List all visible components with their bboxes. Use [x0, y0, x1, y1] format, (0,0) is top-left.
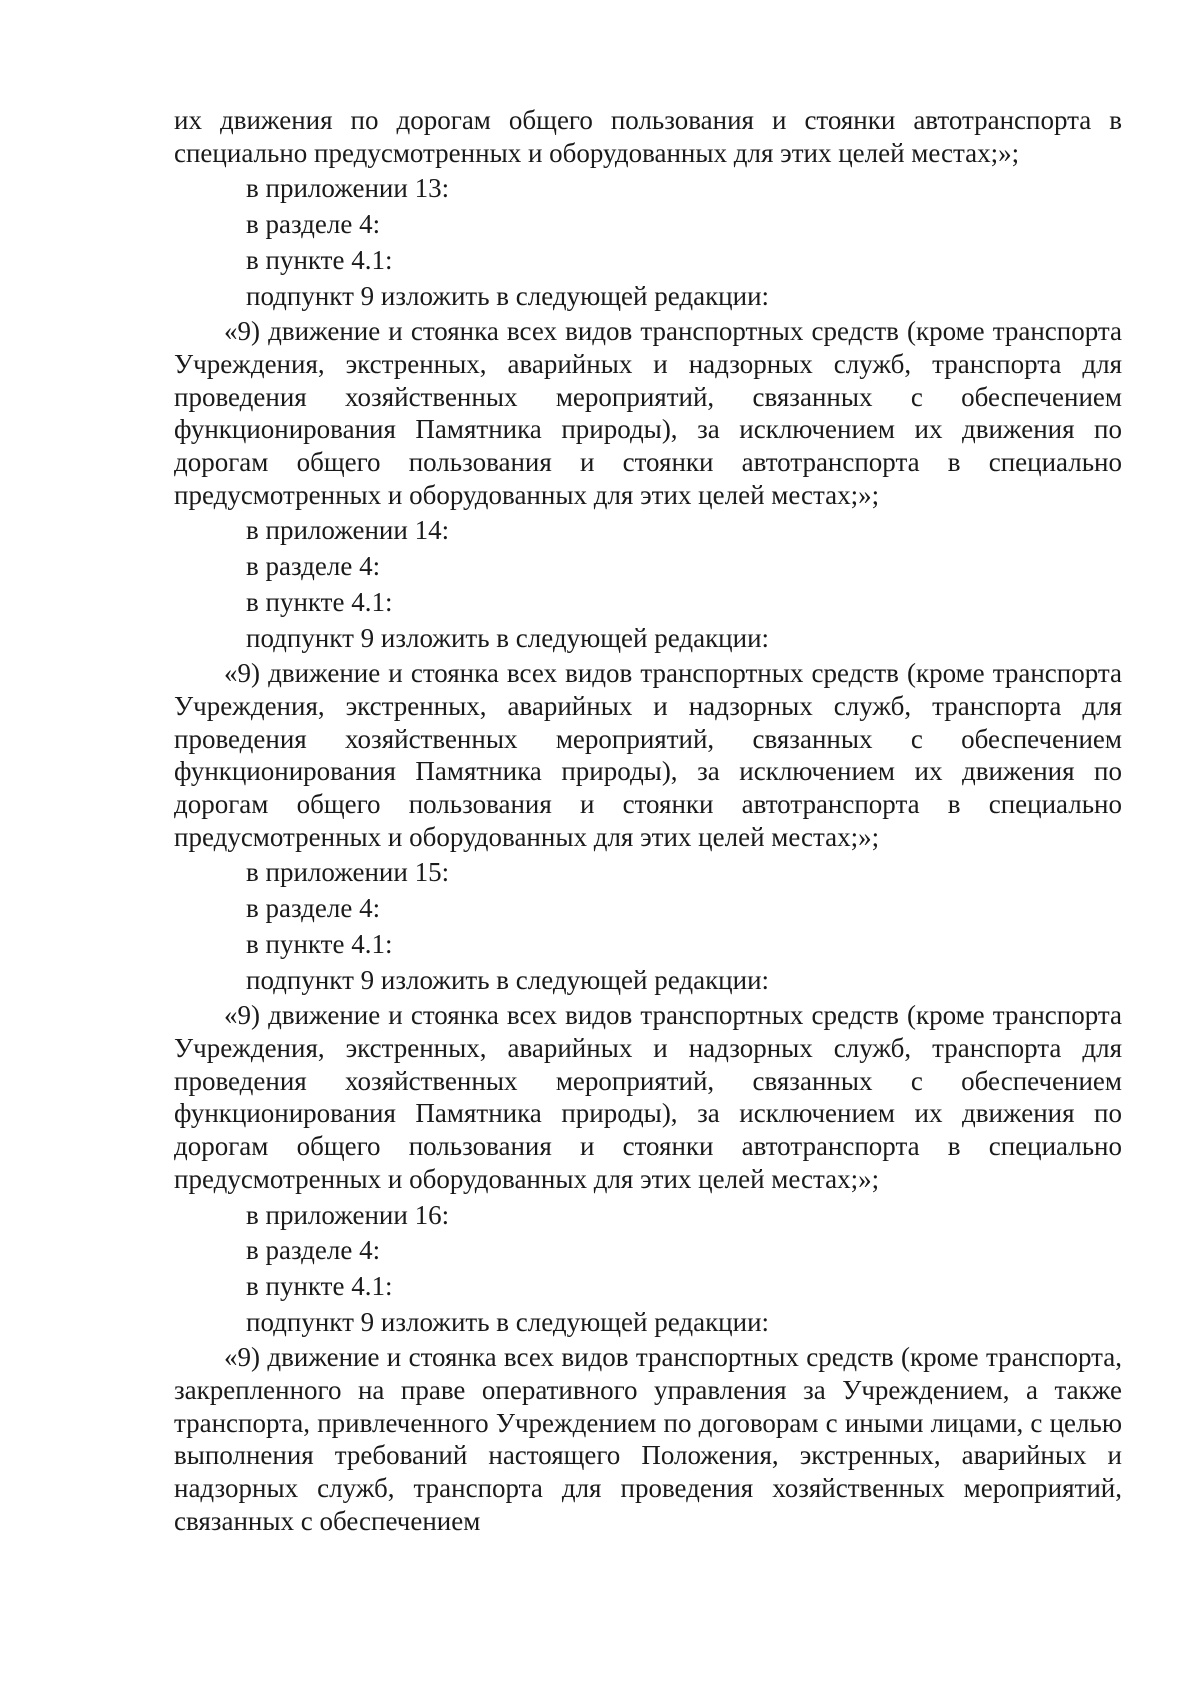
subclause-instruction: подпункт 9 изложить в следующей редакции:: [246, 1306, 770, 1337]
subclause-instruction: подпункт 9 изложить в следующей редакции:: [246, 280, 770, 311]
section-line: в разделе 4:: [246, 893, 381, 924]
subclause-instruction: подпункт 9 изложить в следующей редакции:: [246, 622, 770, 653]
quoted-subclause: «9) движение и стоянка всех видов транспортных средств (кроме транспорта Учреждения, экстренных, аварийных и надзорных служб, транспорта для проведения хозяйственных мероприятий, связанных с обеспечением функционирования Памятника природы), за исключением их движения по дорогам общего пользования и стоянки автотранспорта в специально предусмотренных и оборудованных для этих целей местах;»;: [174, 658, 1122, 852]
paragraph-continuation: их движения по дорогам общего пользования и стоянки автотранспорта в специально предусмотренных и оборудованных для этих целей местах;»;: [174, 105, 1122, 168]
appendix-line: в приложении 13:: [246, 173, 450, 204]
clause-line: в пункте 4.1:: [246, 586, 393, 617]
appendix-line: в приложении 16:: [246, 1199, 450, 1230]
appendix-line: в приложении 14:: [246, 515, 450, 546]
quoted-subclause: «9) движение и стоянка всех видов транспортных средств (кроме транспорта, закрепленного на праве оперативного управления за Учреждением, а также транспорта, привлеченного Учреждением по договорам с иными лицами, с целью выполнения требований настоящего Положения, экстренных, аварийных и надзорных служб, транспорта для проведения хозяйственных мероприятий, связанных с обеспечением: [174, 1342, 1122, 1536]
section-line: в разделе 4:: [246, 1235, 381, 1266]
clause-line: в пункте 4.1:: [246, 1270, 393, 1301]
clause-line: в пункте 4.1:: [246, 928, 393, 959]
quoted-subclause: «9) движение и стоянка всех видов транспортных средств (кроме транспорта Учреждения, экстренных, аварийных и надзорных служб, транспорта для проведения хозяйственных мероприятий, связанных с обеспечением функционирования Памятника природы), за исключением их движения по дорогам общего пользования и стоянки автотранспорта в специально предусмотренных и оборудованных для этих целей местах;»;: [174, 316, 1122, 510]
section-line: в разделе 4:: [246, 209, 381, 240]
section-line: в разделе 4:: [246, 551, 381, 582]
appendix-line: в приложении 15:: [246, 857, 450, 888]
document-body: [174, 104, 1122, 1538]
clause-line: в пункте 4.1:: [246, 244, 393, 275]
quoted-subclause: «9) движение и стоянка всех видов транспортных средств (кроме транспорта Учреждения, экстренных, аварийных и надзорных служб, транспорта для проведения хозяйственных мероприятий, связанных с обеспечением функционирования Памятника природы), за исключением их движения по дорогам общего пользования и стоянки автотранспорта в специально предусмотренных и оборудованных для этих целей местах;»;: [174, 1000, 1122, 1194]
subclause-instruction: подпункт 9 изложить в следующей редакции:: [246, 964, 770, 995]
